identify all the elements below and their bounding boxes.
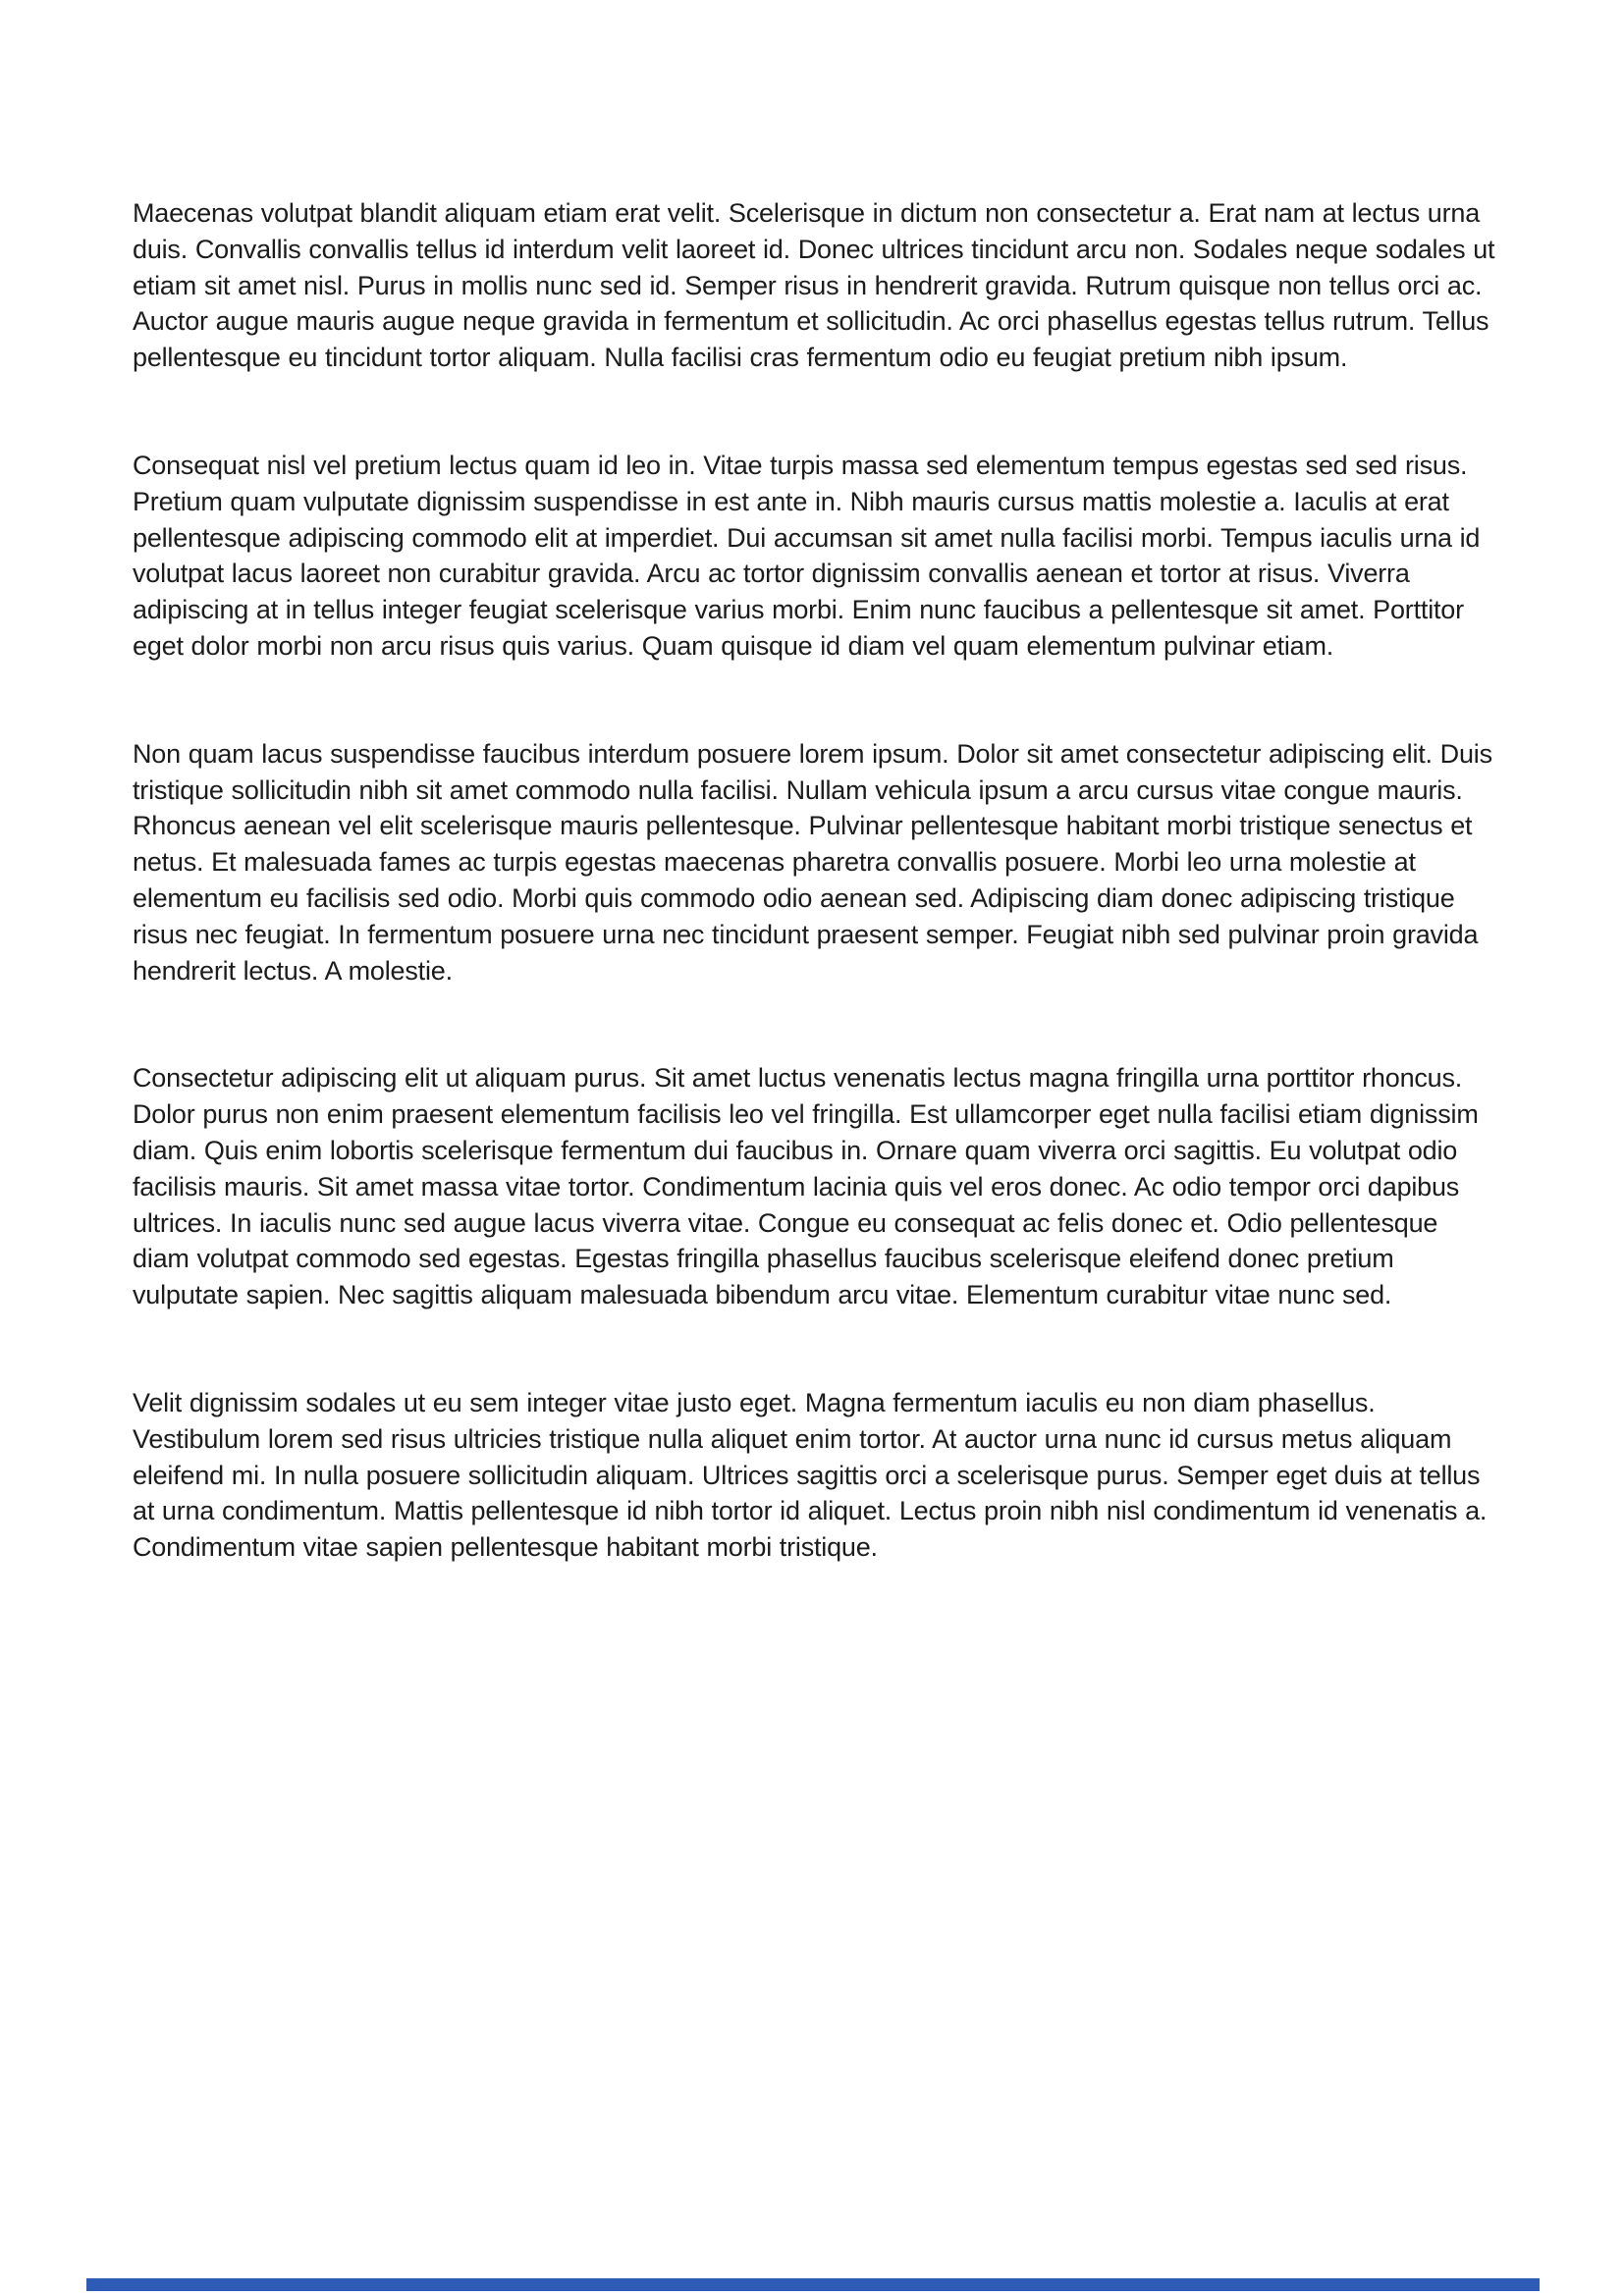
- paragraph-5: Velit dignissim sodales ut eu sem integer vitae justo eget. Magna fermentum iaculis eu non diam phasellus. Vestibulum lorem sed risus ultricies tristique nulla aliquet enim tortor. At auctor urna nunc id cursus metus aliquam eleifend mi. In nulla posuere sollicitudin aliquam. Ultrices sagittis orci a scelerisque purus. Semper eget duis at tellus at urna condimentum. Mattis pellentesque id nibh tortor id aliquet. Lectus proin nibh nisl condimentum id venenatis a. Condimentum vitae sapien pellentesque habitant morbi tristique.: [133, 1387, 1488, 1563]
- paragraph-2: Consequat nisl vel pretium lectus quam id leo in. Vitae turpis massa sed elementum tempus egestas sed sed risus. Pretium quam vulputate dignissim suspendisse in est ante in. Nibh mauris cursus mattis molestie a. Iaculis at erat pellentesque adipiscing commodo elit at imperdiet. Dui accumsan sit amet nulla facilisi morbi. Tempus iaculis urna id volutpat lacus laoreet non curabitur gravida. Arcu ac tortor dignissim convallis aenean et tortor at risus. Viverra adipiscing at in tellus integer feugiat scelerisque varius morbi. Enim nunc faucibus a pellentesque sit amet. Porttitor eget dolor morbi non arcu risus quis varius. Quam quisque id diam vel quam elementum pulvinar etiam.: [133, 450, 1481, 661]
- paragraph-3: Non quam lacus suspendisse faucibus interdum posuere lorem ipsum. Dolor sit amet consectetur adipiscing elit. Duis tristique sollicitudin nibh sit amet commodo nulla facilisi. Nullam vehicula ipsum a arcu cursus vitae congue mauris. Rhoncus aenean vel elit scelerisque mauris pellentesque. Pulvinar pellentesque habitant morbi tristique senectus et netus. Et malesuada fames ac turpis egestas maecenas pharetra convallis posuere. Morbi leo urna molestie at elementum eu facilisis sed odio. Morbi quis commodo odio aenean sed. Adipiscing diam donec adipiscing tristique risus nec feugiat. In fermentum posuere urna nec tincidunt praesent semper. Feugiat nibh sed pulvinar proin gravida hendrerit lectus. A molestie.: [133, 738, 1492, 986]
- text-body: [133, 195, 1499, 1637]
- paragraph-1: Maecenas volutpat blandit aliquam etiam erat velit. Scelerisque in dictum non consectetur a. Erat nam at lectus urna duis. Convallis convallis tellus id interdum velit laoreet id. Donec ultrices tincidunt arcu non. Sodales neque sodales ut etiam sit amet nisl. Purus in mollis nunc sed id. Semper risus in hendrerit gravida. Rutrum quisque non tellus orci ac. Auctor augue mauris augue neque gravida in fermentum et sollicitudin. Ac orci phasellus egestas tellus rutrum. Tellus pellentesque eu tincidunt tortor aliquam. Nulla facilisi cras fermentum odio eu feugiat pretium nibh ipsum.: [133, 198, 1495, 373]
- bottom-accent-bar: [86, 2278, 1540, 2291]
- paragraph-4: Consectetur adipiscing elit ut aliquam purus. Sit amet luctus venenatis lectus magna fringilla urna porttitor rhoncus. Dolor purus non enim praesent elementum facilisis leo vel fringilla. Est ullamcorper eget nulla facilisi etiam dignissim diam. Quis enim lobortis scelerisque fermentum dui faucibus in. Ornare quam viverra orci sagittis. Eu volutpat odio facilisis mauris. Sit amet massa vitae tortor. Condimentum lacinia quis vel eros donec. Ac odio tempor orci dapibus ultrices. In iaculis nunc sed augue lacus viverra vitae. Congue eu consequat ac felis donec et. Odio pellentesque diam volutpat commodo sed egestas. Egestas fringilla phasellus faucibus scelerisque eleifend donec pretium vulputate sapien. Nec sagittis aliquam malesuada bibendum arcu vitae. Elementum curabitur vitae nunc sed.: [133, 1063, 1479, 1310]
